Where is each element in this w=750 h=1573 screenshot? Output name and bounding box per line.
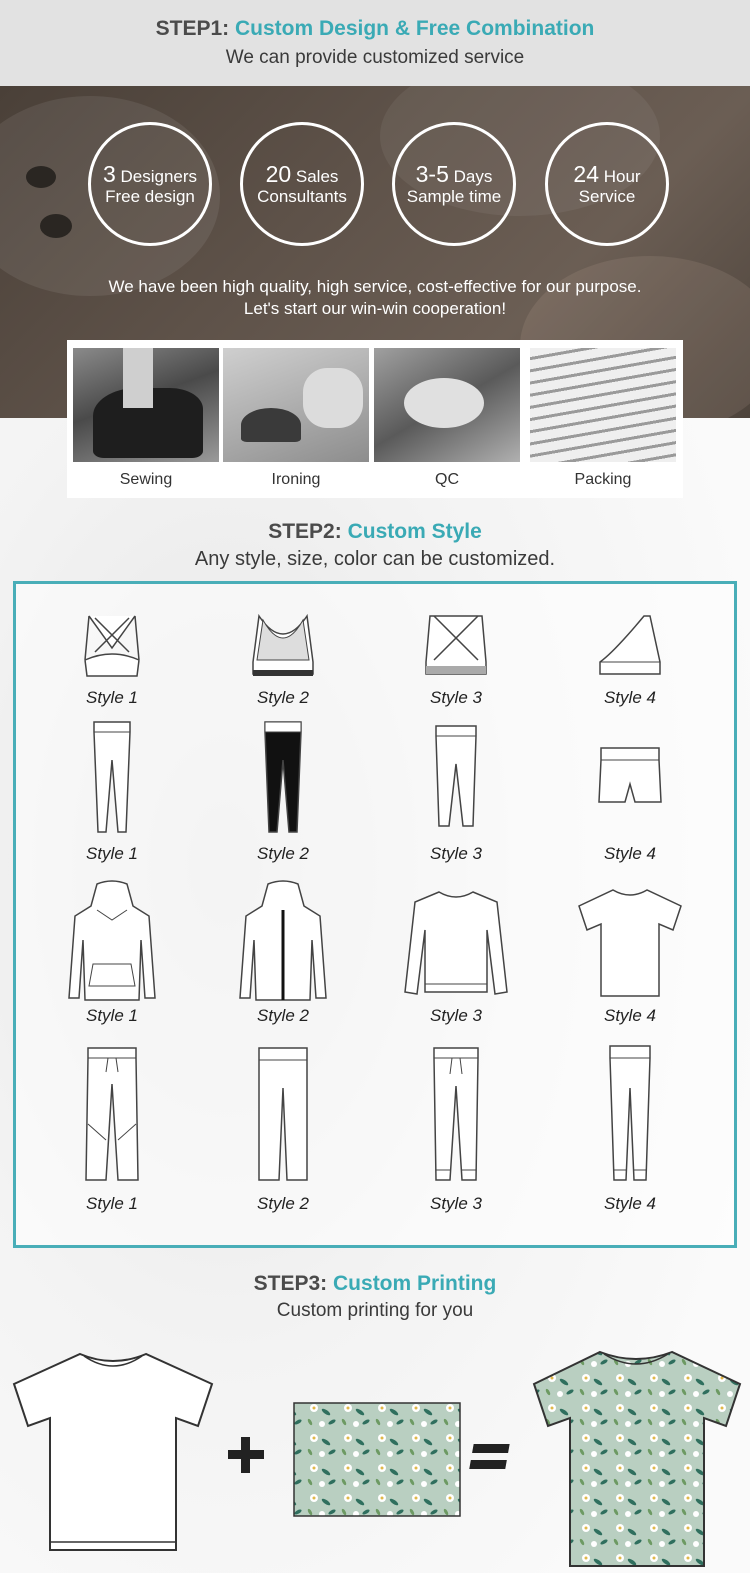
printed-tshirt-icon	[534, 1352, 740, 1566]
zip-hoodie-icon	[238, 880, 328, 1004]
plus-sign-icon	[228, 1437, 264, 1473]
shorts-icon	[597, 720, 663, 836]
stat-circle-designers: 3 Designers Free design	[88, 122, 212, 246]
step1-title	[0, 17, 750, 41]
step3-header	[0, 1272, 750, 1322]
bra-cross-icon	[77, 612, 147, 680]
jogger-pant-icon	[82, 1044, 142, 1184]
step2-prefix: STEP2:	[268, 520, 342, 543]
stat-circle-hours: 24 Hour Service	[545, 122, 669, 246]
process-strip	[67, 340, 683, 498]
step1-accent: Custom Design & Free Combination	[235, 17, 595, 40]
bra-style-3: Style 3	[386, 612, 526, 712]
pant-style-1: Style 1	[42, 1044, 182, 1224]
bra-x-back-icon	[420, 612, 492, 680]
bra-racerback-icon	[247, 612, 319, 680]
bra-style-4: Style 4	[560, 612, 700, 712]
process-ironing: Ironing	[223, 348, 369, 489]
straight-pant-icon	[253, 1044, 313, 1184]
step3-subtitle: Custom printing for you	[276, 1300, 474, 1321]
step1-subtitle: We can provide customized service	[225, 47, 525, 68]
legging-icon	[90, 720, 134, 836]
step2-accent: Custom Style	[347, 520, 482, 543]
legging-style-4: Style 4	[560, 720, 700, 860]
legging-style-2: Style 2	[213, 720, 353, 860]
packing-photo	[530, 348, 676, 462]
hoodie-style-2: Style 2	[213, 880, 353, 1040]
step1-header	[0, 0, 750, 86]
process-packing: Packing	[530, 348, 676, 489]
step3-prefix: STEP3:	[253, 1272, 328, 1295]
pant-style-4: Style 4	[560, 1044, 700, 1224]
cooperation-text: We have been high quality, high service, cost-effective for our purpose. Let's start our win-win cooperation!	[108, 277, 642, 318]
legging-style-3: Style 3	[386, 720, 526, 860]
black-legging-icon	[261, 720, 305, 836]
hoodie-style-1: Style 1	[42, 880, 182, 1040]
pant-style-3: Style 3	[386, 1044, 526, 1224]
ironing-photo	[223, 348, 369, 462]
tshirt-style-4: Style 4	[560, 880, 700, 1040]
cuffed-jogger-icon	[426, 1044, 486, 1184]
style-grid	[13, 581, 737, 1248]
bra-style-2: Style 2	[213, 612, 353, 712]
bra-one-shoulder-icon	[594, 612, 666, 680]
equals-sign-icon	[469, 1444, 509, 1469]
sweatshirt-icon	[401, 880, 511, 1004]
step3-title	[0, 1272, 750, 1296]
stat-circle-days: 3-5 Days Sample time	[392, 122, 516, 246]
qc-photo	[374, 348, 520, 462]
printing-equation	[0, 1340, 750, 1573]
blank-tshirt-icon	[14, 1354, 212, 1550]
step1-prefix: STEP1:	[155, 17, 230, 40]
bra-style-1: Style 1	[42, 612, 182, 712]
sweatshirt-style-3: Style 3	[386, 880, 526, 1040]
step2-header	[0, 520, 750, 571]
slim-jogger-icon	[600, 1044, 660, 1184]
step3-accent: Custom Printing	[333, 1272, 497, 1295]
pant-style-2: Style 2	[213, 1044, 353, 1224]
capri-legging-icon	[431, 720, 481, 836]
step2-title	[0, 520, 750, 544]
process-qc: QC	[374, 348, 520, 489]
hoodie-icon	[67, 880, 157, 1004]
tshirt-icon	[575, 880, 685, 1004]
stat-circle-sales: 20 Sales Consultants	[240, 122, 364, 246]
sewing-photo	[73, 348, 219, 462]
process-sewing: Sewing	[73, 348, 219, 489]
legging-style-1: Style 1	[42, 720, 182, 860]
fabric-pattern-swatch	[294, 1403, 460, 1516]
step2-subtitle: Any style, size, color can be customized.	[194, 548, 556, 570]
